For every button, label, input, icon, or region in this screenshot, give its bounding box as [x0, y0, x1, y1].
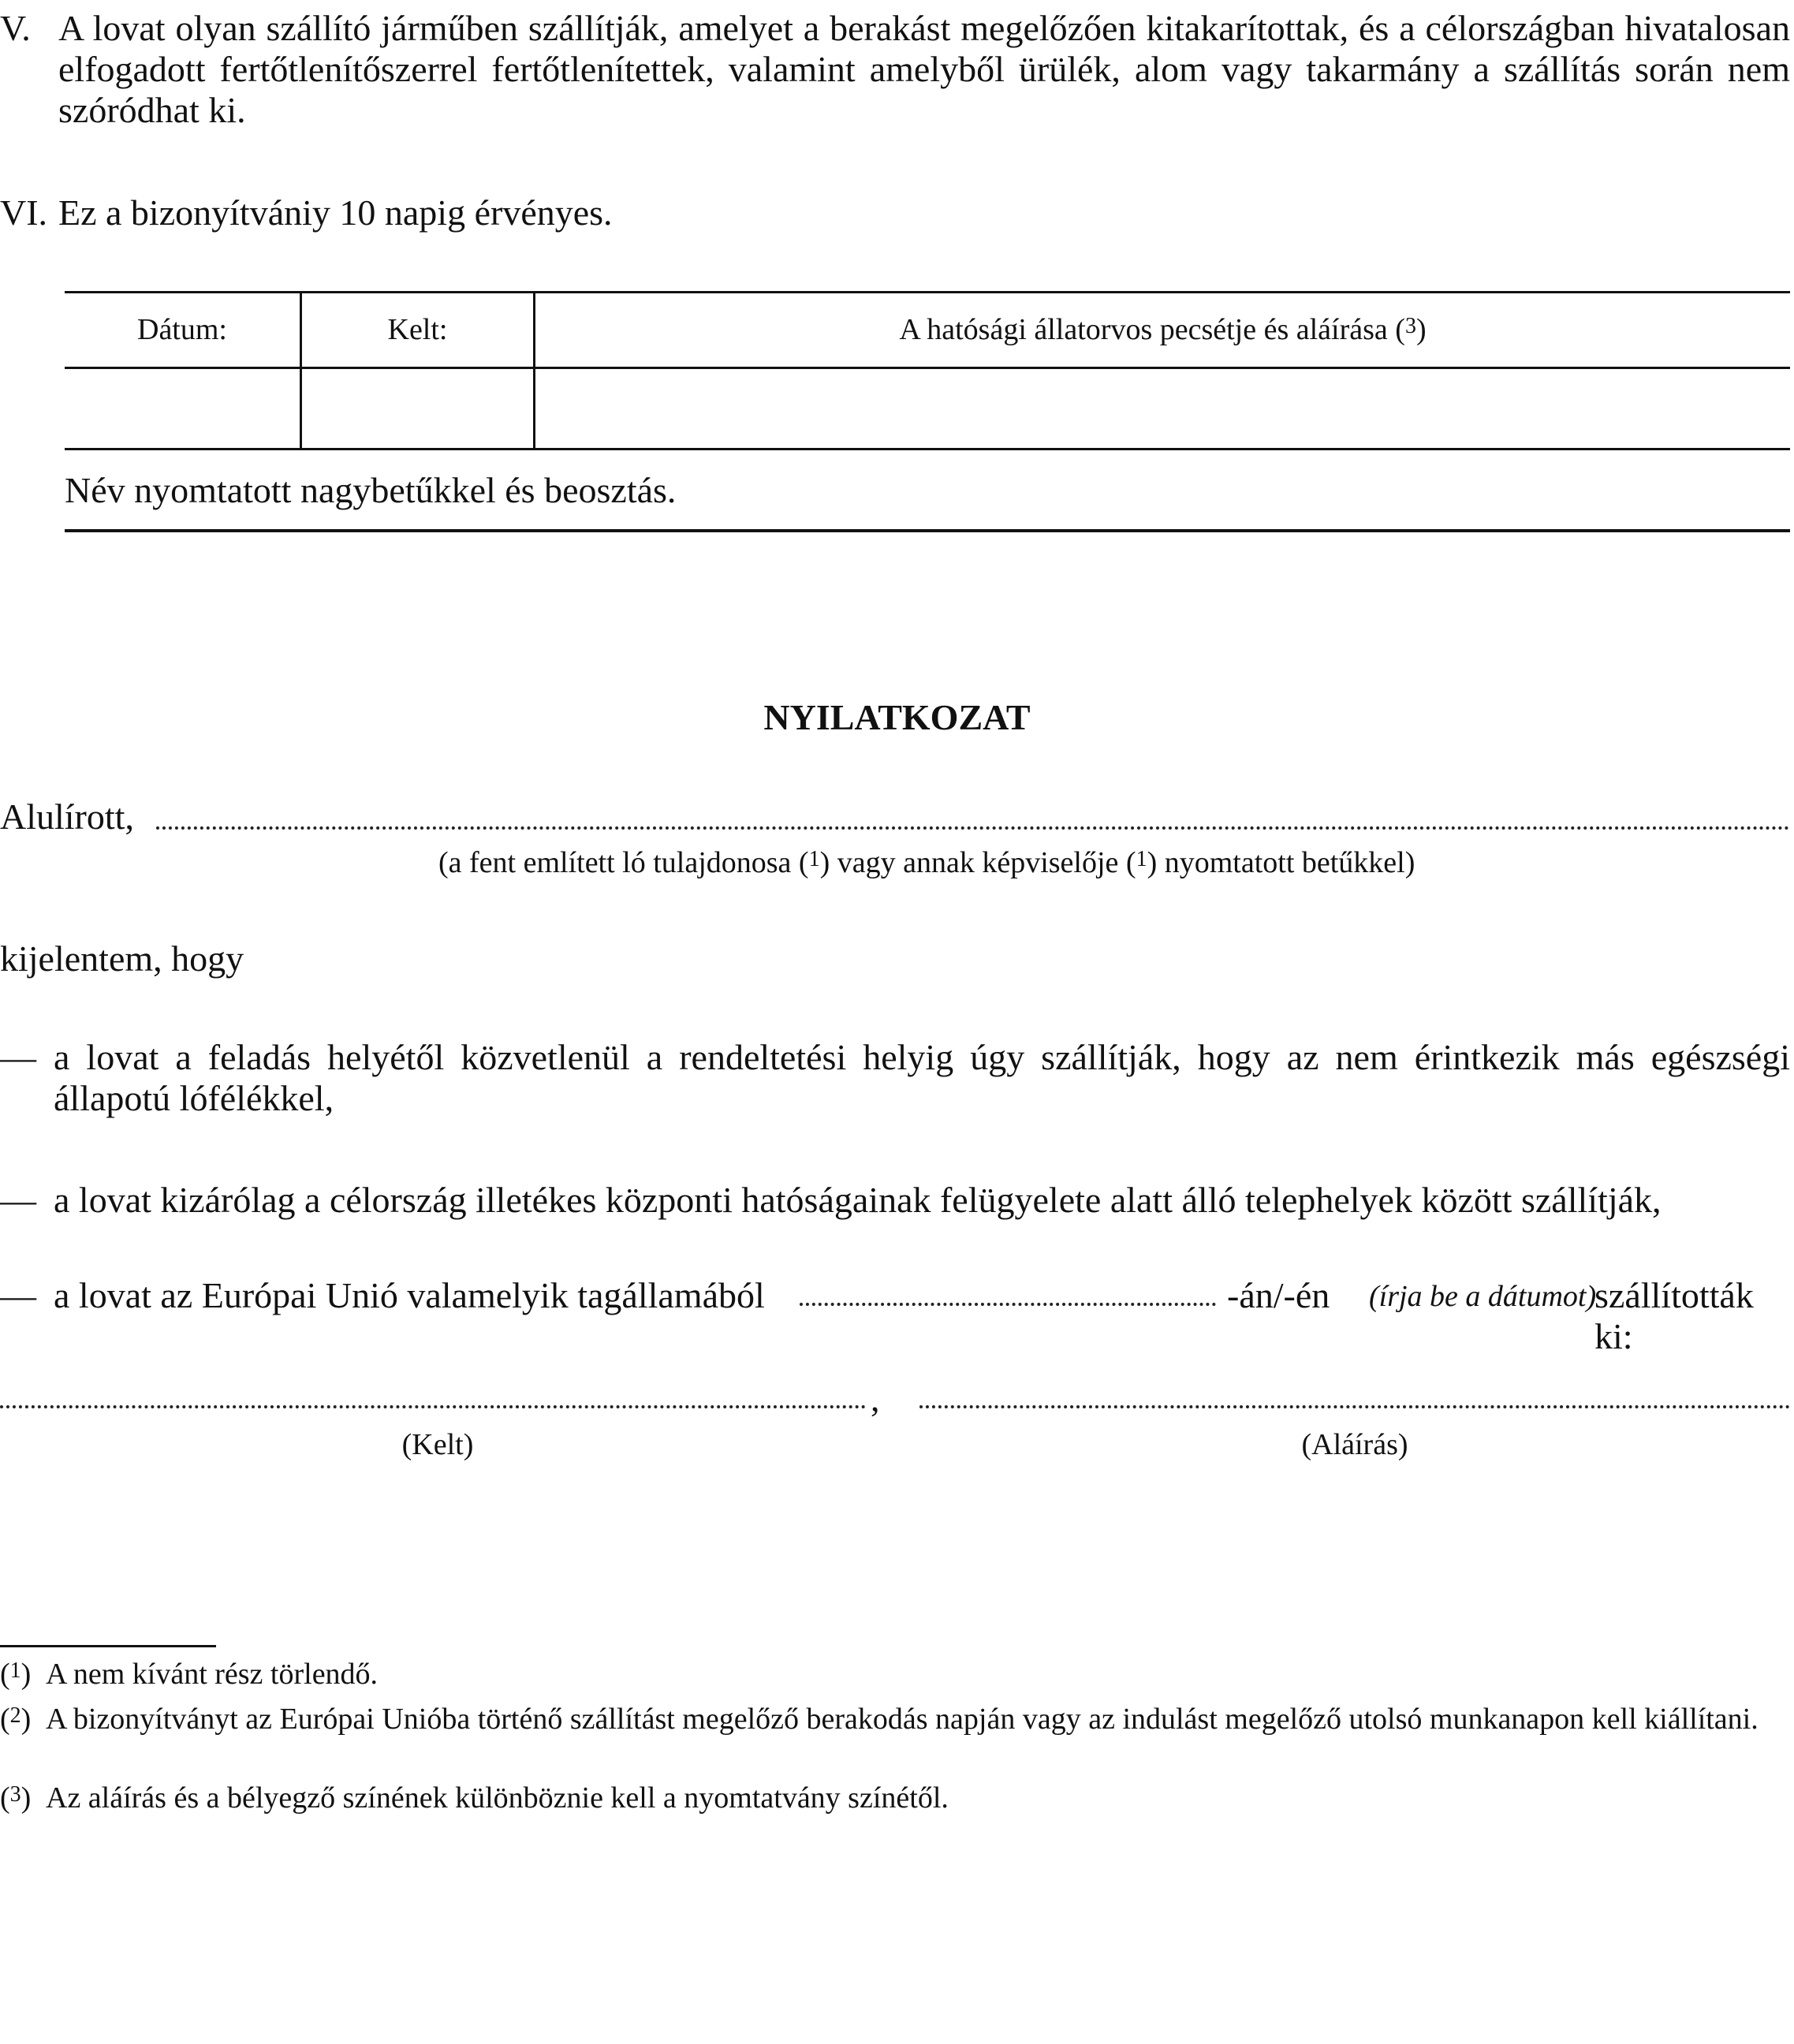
- footnote-3-number: ($^3$): [0, 1781, 32, 1815]
- place-comma: ,: [871, 1378, 880, 1419]
- item1-dash: —: [0, 1037, 36, 1077]
- undersigned-caption-part-2: ) vagy annak képviselője (: [819, 846, 1136, 879]
- table-mid-rule: [65, 448, 1790, 450]
- undersigned-caption-part-3: ) nyomtatott betűkkel): [1147, 846, 1415, 879]
- section-v-text: A lovat olyan szállító járműben szállítják, amelyet a berakást megelőzően kitakarítottak, és a célországban hivatalosan elfogadott fertőtlenítőszerrel fertőtlenítettek, valamint amelyből ürülék, alom vagy takarmány a szállítás során nem szóródhat ki.: [58, 8, 1790, 130]
- section-vi-text: Ez a bizonyítvániy 10 napig érvényes.: [58, 192, 613, 233]
- item2-text: a lovat kizárólag a célország illetékes központi hatóságainak felügyelete alatt álló telephelyek között szállítják,: [54, 1180, 1662, 1220]
- table-header-signature-label: A hatósági állatorvos pecsétje és aláírása: [899, 313, 1388, 346]
- item3-instruction: [1369, 1279, 1596, 1314]
- caption-signature: (Aláírás): [1301, 1428, 1408, 1461]
- section-vi-label: VI.: [0, 192, 48, 233]
- footnote-3-text: Az aláírás és a bélyegző színének különböznie kell a nyomtatvány színétől.: [46, 1781, 949, 1815]
- item3-text-d: szállították ki:: [1594, 1275, 1754, 1356]
- undersigned-dotted-line: [156, 826, 1790, 830]
- item1-text: a lovat a feladás helyétől közvetlenül a rendeltetési helyig úgy szállítják, hogy az nem érintkezik más egészségi állapotú lófélékkel,: [54, 1037, 1790, 1118]
- item3-instruction-text: (írja be a dátumot): [1369, 1280, 1597, 1313]
- item3-text-a: a lovat az Európai Unió valamelyik tagállamából: [54, 1275, 765, 1315]
- item3-text-b: -án/-én: [1227, 1275, 1330, 1315]
- footnote-1-number: ($^1$): [0, 1658, 32, 1691]
- footnote-ref-1a: 1: [808, 847, 820, 871]
- footnote-ref-3: 3: [1404, 314, 1416, 338]
- footnote-ref-1b: 1: [1136, 847, 1147, 871]
- declaration-title: NYILATKOZAT: [763, 697, 1031, 737]
- declaration-intro: kijelentem, hogy: [0, 938, 244, 979]
- caption-place: (Kelt): [401, 1428, 474, 1461]
- footnote-2-number: ($^2$): [0, 1703, 32, 1736]
- table-header-signature: A hatósági állatorvos pecsétje és aláírása ($^3$): [899, 313, 1427, 346]
- table-header-place: Kelt:: [387, 313, 448, 346]
- table-header-date: Dátum:: [137, 313, 227, 346]
- footnote-separator: [0, 1645, 216, 1647]
- footnote-2-num: 2: [9, 1703, 21, 1728]
- item2-dash: —: [0, 1180, 36, 1220]
- footnote-1-text: A nem kívánt rész törlendő.: [46, 1658, 379, 1691]
- undersigned-caption: [438, 845, 1415, 880]
- footnote-1-num: 1: [9, 1658, 21, 1683]
- table-header-rule: [65, 367, 1790, 369]
- undersigned-label: Alulírott,: [0, 796, 134, 837]
- item3-date-dotted-line: [800, 1303, 1216, 1306]
- signature-dotted-line: [919, 1405, 1790, 1408]
- footnote-3-num: 3: [9, 1782, 21, 1807]
- section-v-label: V.: [0, 8, 31, 48]
- place-dotted-line: [0, 1405, 866, 1408]
- table-bottom-rule: [65, 529, 1790, 532]
- undersigned-caption-part-1: (a fent említett ló tulajdonosa (: [438, 846, 809, 879]
- item3-dash: —: [0, 1275, 36, 1315]
- footnote-2-text: A bizonyítványt az Európai Unióba történő szállítást megelőző berakodás napján vagy az indulást megelőző utolsó munkanapon kell kiállítani.: [46, 1703, 1759, 1736]
- table-top-rule: [65, 291, 1790, 293]
- table-name-row: Név nyomtatott nagybetűkkel és beosztás.: [65, 470, 677, 510]
